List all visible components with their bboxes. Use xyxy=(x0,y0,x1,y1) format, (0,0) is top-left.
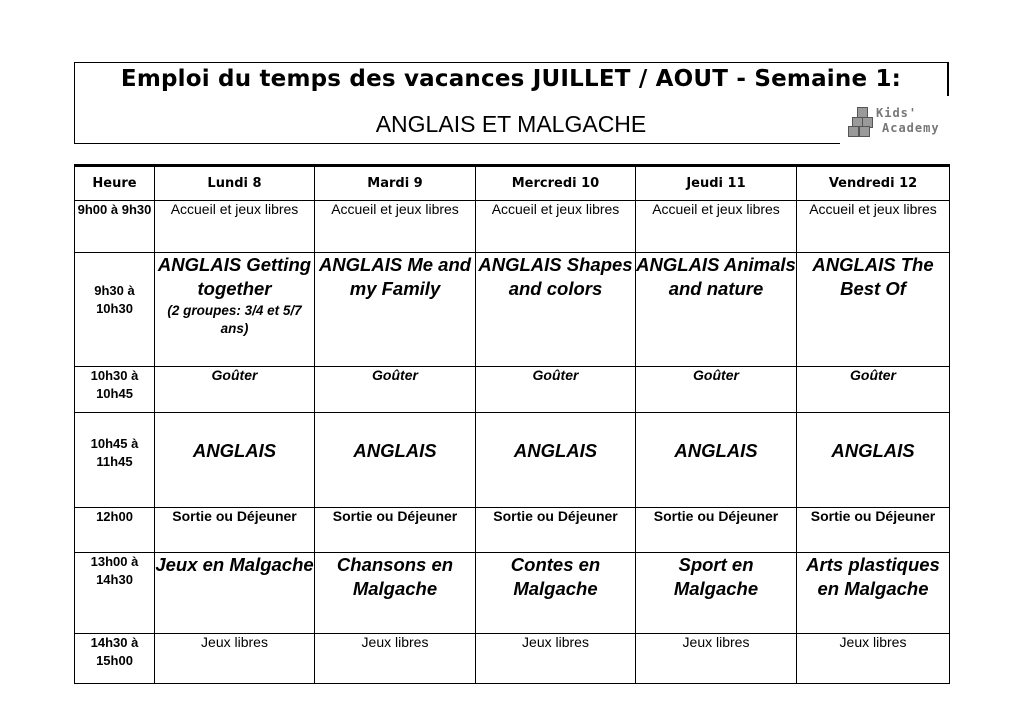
activity-cell: Jeux en Malgache xyxy=(155,553,315,634)
activity-cell: Accueil et jeux libres xyxy=(636,201,797,253)
activity-cell: Jeux libres xyxy=(797,634,950,684)
activity-cell: Goûter xyxy=(476,367,636,413)
activity-cell: Accueil et jeux libres xyxy=(797,201,950,253)
hour-cell: 9h00 à 9h30 xyxy=(75,201,155,253)
activity-cell: ANGLAIS Shapes and colors xyxy=(476,253,636,367)
activity-cell: Sortie ou Déjeuner xyxy=(155,508,315,553)
activity-cell: Accueil et jeux libres xyxy=(476,201,636,253)
activity-cell: Jeux libres xyxy=(636,634,797,684)
activity-cell: Sortie ou Déjeuner xyxy=(476,508,636,553)
logo-text-academy: Academy xyxy=(882,121,940,135)
hour-cell: 13h00 à 14h30 xyxy=(75,553,155,634)
activity-cell: ANGLAIS xyxy=(315,413,476,508)
col-header-mardi: Mardi 9 xyxy=(315,166,476,201)
activity-cell: ANGLAIS xyxy=(476,413,636,508)
col-header-vendredi: Vendredi 12 xyxy=(797,166,950,201)
table-row xyxy=(75,201,950,253)
col-header-jeudi: Jeudi 11 xyxy=(636,166,797,201)
col-header-lundi: Lundi 8 xyxy=(155,166,315,201)
activity-cell: Goûter xyxy=(797,367,950,413)
table-row xyxy=(75,253,950,367)
activity-cell: ANGLAIS xyxy=(797,413,950,508)
table-row xyxy=(75,634,950,684)
activity-cell: Jeux libres xyxy=(476,634,636,684)
col-header-heure: Heure xyxy=(75,166,155,201)
logo-text-kids: Kids' xyxy=(876,106,918,120)
activity-text: ANGLAIS Getting together xyxy=(157,254,312,299)
activity-cell: Goûter xyxy=(315,367,476,413)
cube-icon xyxy=(857,107,868,118)
table-row xyxy=(75,413,950,508)
col-header-mercredi: Mercredi 10 xyxy=(476,166,636,201)
activity-cell: Contes en Malgache xyxy=(476,553,636,634)
table-row xyxy=(75,553,950,634)
activity-cell: ANGLAIS The Best Of xyxy=(797,253,950,367)
activity-cell: Arts plastiques en Malgache xyxy=(797,553,950,634)
activity-cell: Sport en Malgache xyxy=(636,553,797,634)
activity-cell: ANGLAIS Animals and nature xyxy=(636,253,797,367)
schedule-table xyxy=(74,164,950,684)
table-row xyxy=(75,367,950,413)
hour-cell: 10h30 à 10h45 xyxy=(75,367,155,413)
hour-cell: 14h30 à 15h00 xyxy=(75,634,155,684)
activity-cell xyxy=(155,253,315,367)
table-header-row xyxy=(75,166,950,201)
activity-cell: ANGLAIS Me and my Family xyxy=(315,253,476,367)
activity-cell: Chansons en Malgache xyxy=(315,553,476,634)
activity-cell: Accueil et jeux libres xyxy=(315,201,476,253)
hour-cell: 10h45 à 11h45 xyxy=(75,413,155,508)
activity-cell: ANGLAIS xyxy=(155,413,315,508)
table-row xyxy=(75,508,950,553)
activity-cell: Sortie ou Déjeuner xyxy=(797,508,950,553)
activity-cell: Jeux libres xyxy=(315,634,476,684)
activity-cell: Jeux libres xyxy=(155,634,315,684)
hour-cell: 9h30 à 10h30 xyxy=(75,253,155,367)
group-note: (2 groupes: 3/4 et 5/7 ans) xyxy=(167,303,302,336)
activity-cell: Accueil et jeux libres xyxy=(155,201,315,253)
activity-cell: Sortie ou Déjeuner xyxy=(315,508,476,553)
page-title: Emploi du temps des vacances JUILLET / AOUT - Semaine 1: xyxy=(120,66,902,92)
page-subtitle: ANGLAIS ET MALGACHE xyxy=(375,111,647,137)
activity-cell: Sortie ou Déjeuner xyxy=(636,508,797,553)
kids-academy-logo xyxy=(846,104,950,138)
activity-cell: ANGLAIS xyxy=(636,413,797,508)
cube-icon xyxy=(848,126,859,137)
title-box-gap xyxy=(840,138,952,148)
activity-cell: Goûter xyxy=(155,367,315,413)
hour-cell: 12h00 xyxy=(75,508,155,553)
cube-icon xyxy=(859,126,870,137)
activity-cell: Goûter xyxy=(636,367,797,413)
